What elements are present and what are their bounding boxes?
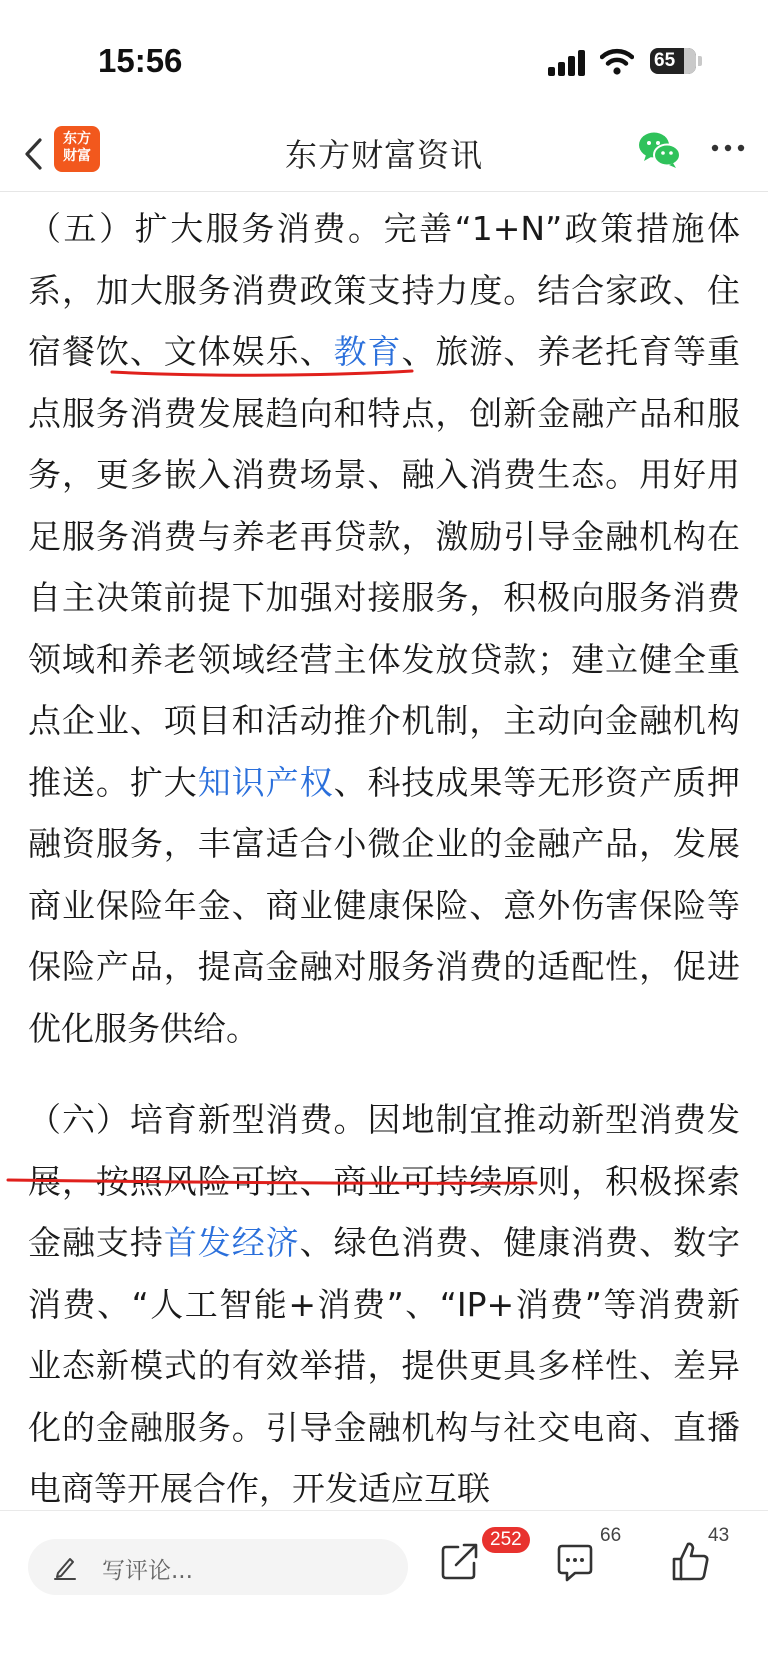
stock-concept-link-ip[interactable]: 知识产权 (197, 762, 334, 802)
red-underline-annotation (110, 362, 414, 384)
page-title: 东方财富资讯 (284, 136, 483, 174)
article-body (28, 198, 740, 1510)
status-bar (0, 0, 768, 120)
pen-icon (52, 1553, 78, 1581)
wifi-icon (600, 46, 634, 76)
nav-bar (0, 120, 768, 192)
thumbs-up-icon[interactable] (670, 1539, 712, 1583)
stock-concept-link-education[interactable]: 教育 (333, 332, 402, 371)
share-icon[interactable] (440, 1541, 480, 1581)
wechat-share-icon[interactable] (638, 130, 682, 170)
share-count-badge: 252 (482, 1527, 530, 1553)
status-time: 15:56 (98, 42, 183, 79)
stock-concept-link-first-launch[interactable]: 首发经济 (163, 1223, 300, 1262)
paragraph-text: 、旅游、养老托育等重点服务消费发展趋向和特点，创新金融产品和服务，更多嵌入消费场景、融入消费生态。用好用足服务消费与养老再贷款，激励引导金融机构在自主决策前提下加强对接服务，积极向服务消费领域和养老领域经营主体发放贷款；建立健全重点企业、项目和活动推介机制，主动向金融机构推送。扩大 (28, 332, 740, 802)
battery-level: 65 (654, 50, 676, 71)
paragraph-text: 、科技成果等无形资产质押融资服务，丰富适合小微企业的金融产品，发展商业保险年金、商业健康保险、意外伤害保险等保险产品，提高金融对服务消费的适配性，促进优化服务供给。 (28, 762, 740, 1048)
comment-placeholder: 写评论... (102, 1558, 193, 1584)
app-logo[interactable]: 东方 财富 (54, 126, 100, 172)
article-paragraph-5 (28, 198, 740, 1059)
comment-count: 66 (600, 1525, 622, 1546)
battery-icon (650, 48, 696, 74)
comment-input[interactable] (28, 1539, 408, 1595)
paragraph-text: 、绿色消费、健康消费、数字消费、“人工智能+消费”、“IP+消费”等消费新业态新模式的有效举措，提供更具多样性、差异化的金融服务。引导金融机构与社交电商、直播电商等开展合作，开发适应互联 (28, 1223, 740, 1508)
comment-icon[interactable] (555, 1543, 595, 1583)
more-icon[interactable] (710, 142, 746, 154)
like-count: 43 (708, 1525, 730, 1546)
paragraph-text: （六）培育新型消费。因地制宜推动新型消费发展，按照风险可控、商业可持续原则，积极探索金融支持 (28, 1100, 740, 1262)
red-underline-annotation (6, 1172, 538, 1194)
article-paragraph-6 (28, 1089, 740, 1510)
cellular-signal-icon (548, 50, 588, 76)
battery-tip (698, 56, 702, 66)
paragraph-text: （五）扩大服务消费。完善“1+N”政策措施体系，加大服务消费政策支持力度。结合家政、住宿餐饮、文体娱乐、 (28, 209, 740, 371)
bottom-action-bar (0, 1510, 768, 1670)
